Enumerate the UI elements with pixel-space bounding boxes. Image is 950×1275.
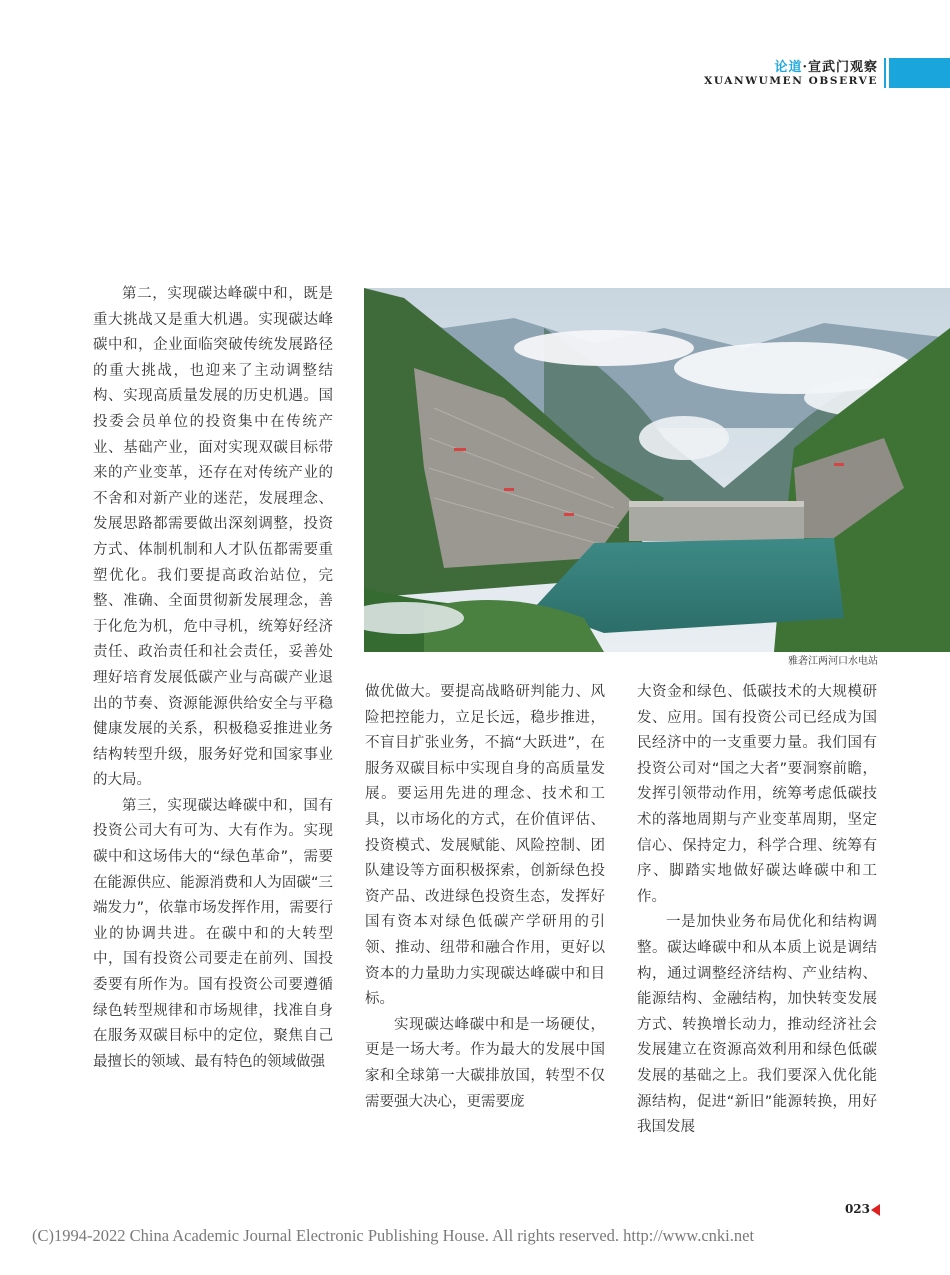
page-number: 023 xyxy=(844,1202,870,1216)
text-column-3 xyxy=(637,680,877,1141)
paragraph-continued-2: 大资金和绿色、低碳技术的大规模研发、应用。国有投资公司已经成为国民经济中的一支重要力量。我们国有投资公司对“国之大者”要洞察前瞻，发挥引领带动作用，统筹考虑低碳技术的落地周期与产业变革周期，坚定信心、保持定力，科学合理、统筹有序、脚踏实地做好碳达峰碳中和工作。 xyxy=(637,684,877,905)
section-title-text: ·宣武门观察 xyxy=(802,60,878,75)
page-arrow-icon xyxy=(871,1204,880,1216)
journal-section-title xyxy=(774,56,878,75)
paragraph-continued: 做优做大。要提高战略研判能力、风险把控能力，立足长远，稳步推进，不盲目扩张业务，不搞“大跃进”，在服务双碳目标中实现自身的高质量发展。要运用先进的理念、技术和工具，以市场化的方式，在价值评估、投资模式、发展赋能、风险控制、团队建设等方面积极探索，创新绿色投资产品、改进绿色投资生态，发挥好国有资本对绿色低碳产学研用的引领、推动、纽带和融合作用，更好以资本的力量助力实现碳达峰碳中和目标。 xyxy=(365,684,605,1008)
photo-caption: 雅砻江两河口水电站 xyxy=(788,656,878,667)
paragraph-third-point: 第三，实现碳达峰碳中和，国有投资公司大有可为、大有作为。实现碳中和这场伟大的“绿色革命”，需要在能源供应、能源消费和人为固碳“三端发力”，依靠市场发挥作用，需要行业的协调共进。在碳中和的大转型中，国有投资公司要走在前列、国投委要有所作为。国有投资公司要遵循绿色转型规律和市场规律，找准自身在服务双碳目标中的定位，聚焦自己最擅长的领域、最有特色的领域做强 xyxy=(93,797,333,1070)
paragraph-second-point: 第二，实现碳达峰碳中和，既是重大挑战又是重大机遇。实现碳达峰碳中和，企业面临突破传统发展路径的重大挑战，也迎来了主动调整结构、实现高质量发展的历史机遇。国投委会员单位的投资集中在传统产业、基础产业，面对实现双碳目标带来的产业变革，还存在对传统产业的不舍和对新产业的迷茫，发展理念、发展思路都需要做出深刻调整，投资方式、体制机制和人才队伍都需要重塑优化。我们要提高政治站位，完整、准确、全面贯彻新发展理念，善于化危为机，危中寻机，统筹好经济责任、政治责任和社会责任，妥善处理好培育发展低碳产业与高碳产业退出的节奏、资源能源供给安全与平稳健康发展的关系，积极稳妥推进业务结构转型升级，服务好党和国家事业的大局。 xyxy=(93,286,333,789)
header-color-block xyxy=(889,58,950,88)
journal-section-subtitle: XUANWUMEN OBSERVE xyxy=(704,75,878,87)
paragraph-first-measure: 一是加快业务布局优化和结构调整。碳达峰碳中和从本质上说是调结构，通过调整经济结构、产业结构、能源结构、金融结构，加快转变发展方式、转换增长动力，推动经济社会发展建立在资源高效利用和绿色低碳发展的基础之上。我们要深入优化能源结构，促进“新旧”能源转换，用好我国发展 xyxy=(637,914,877,1136)
hydropower-station-photo xyxy=(364,288,950,652)
copyright-footer: (C)1994-2022 China Academic Journal Electronic Publishing House. All rights reserved. http://www.cnki.net xyxy=(32,1226,755,1245)
text-column-1 xyxy=(93,282,333,1075)
section-accent-text: 论道 xyxy=(774,60,803,75)
header-divider xyxy=(884,58,886,88)
paragraph-big-exam: 实现碳达峰碳中和是一场硬仗，更是一场大考。作为最大的发展中国家和全球第一大碳排放国，转型不仅需要强大决心，更需要庞 xyxy=(365,1016,605,1110)
text-column-2 xyxy=(365,680,605,1115)
